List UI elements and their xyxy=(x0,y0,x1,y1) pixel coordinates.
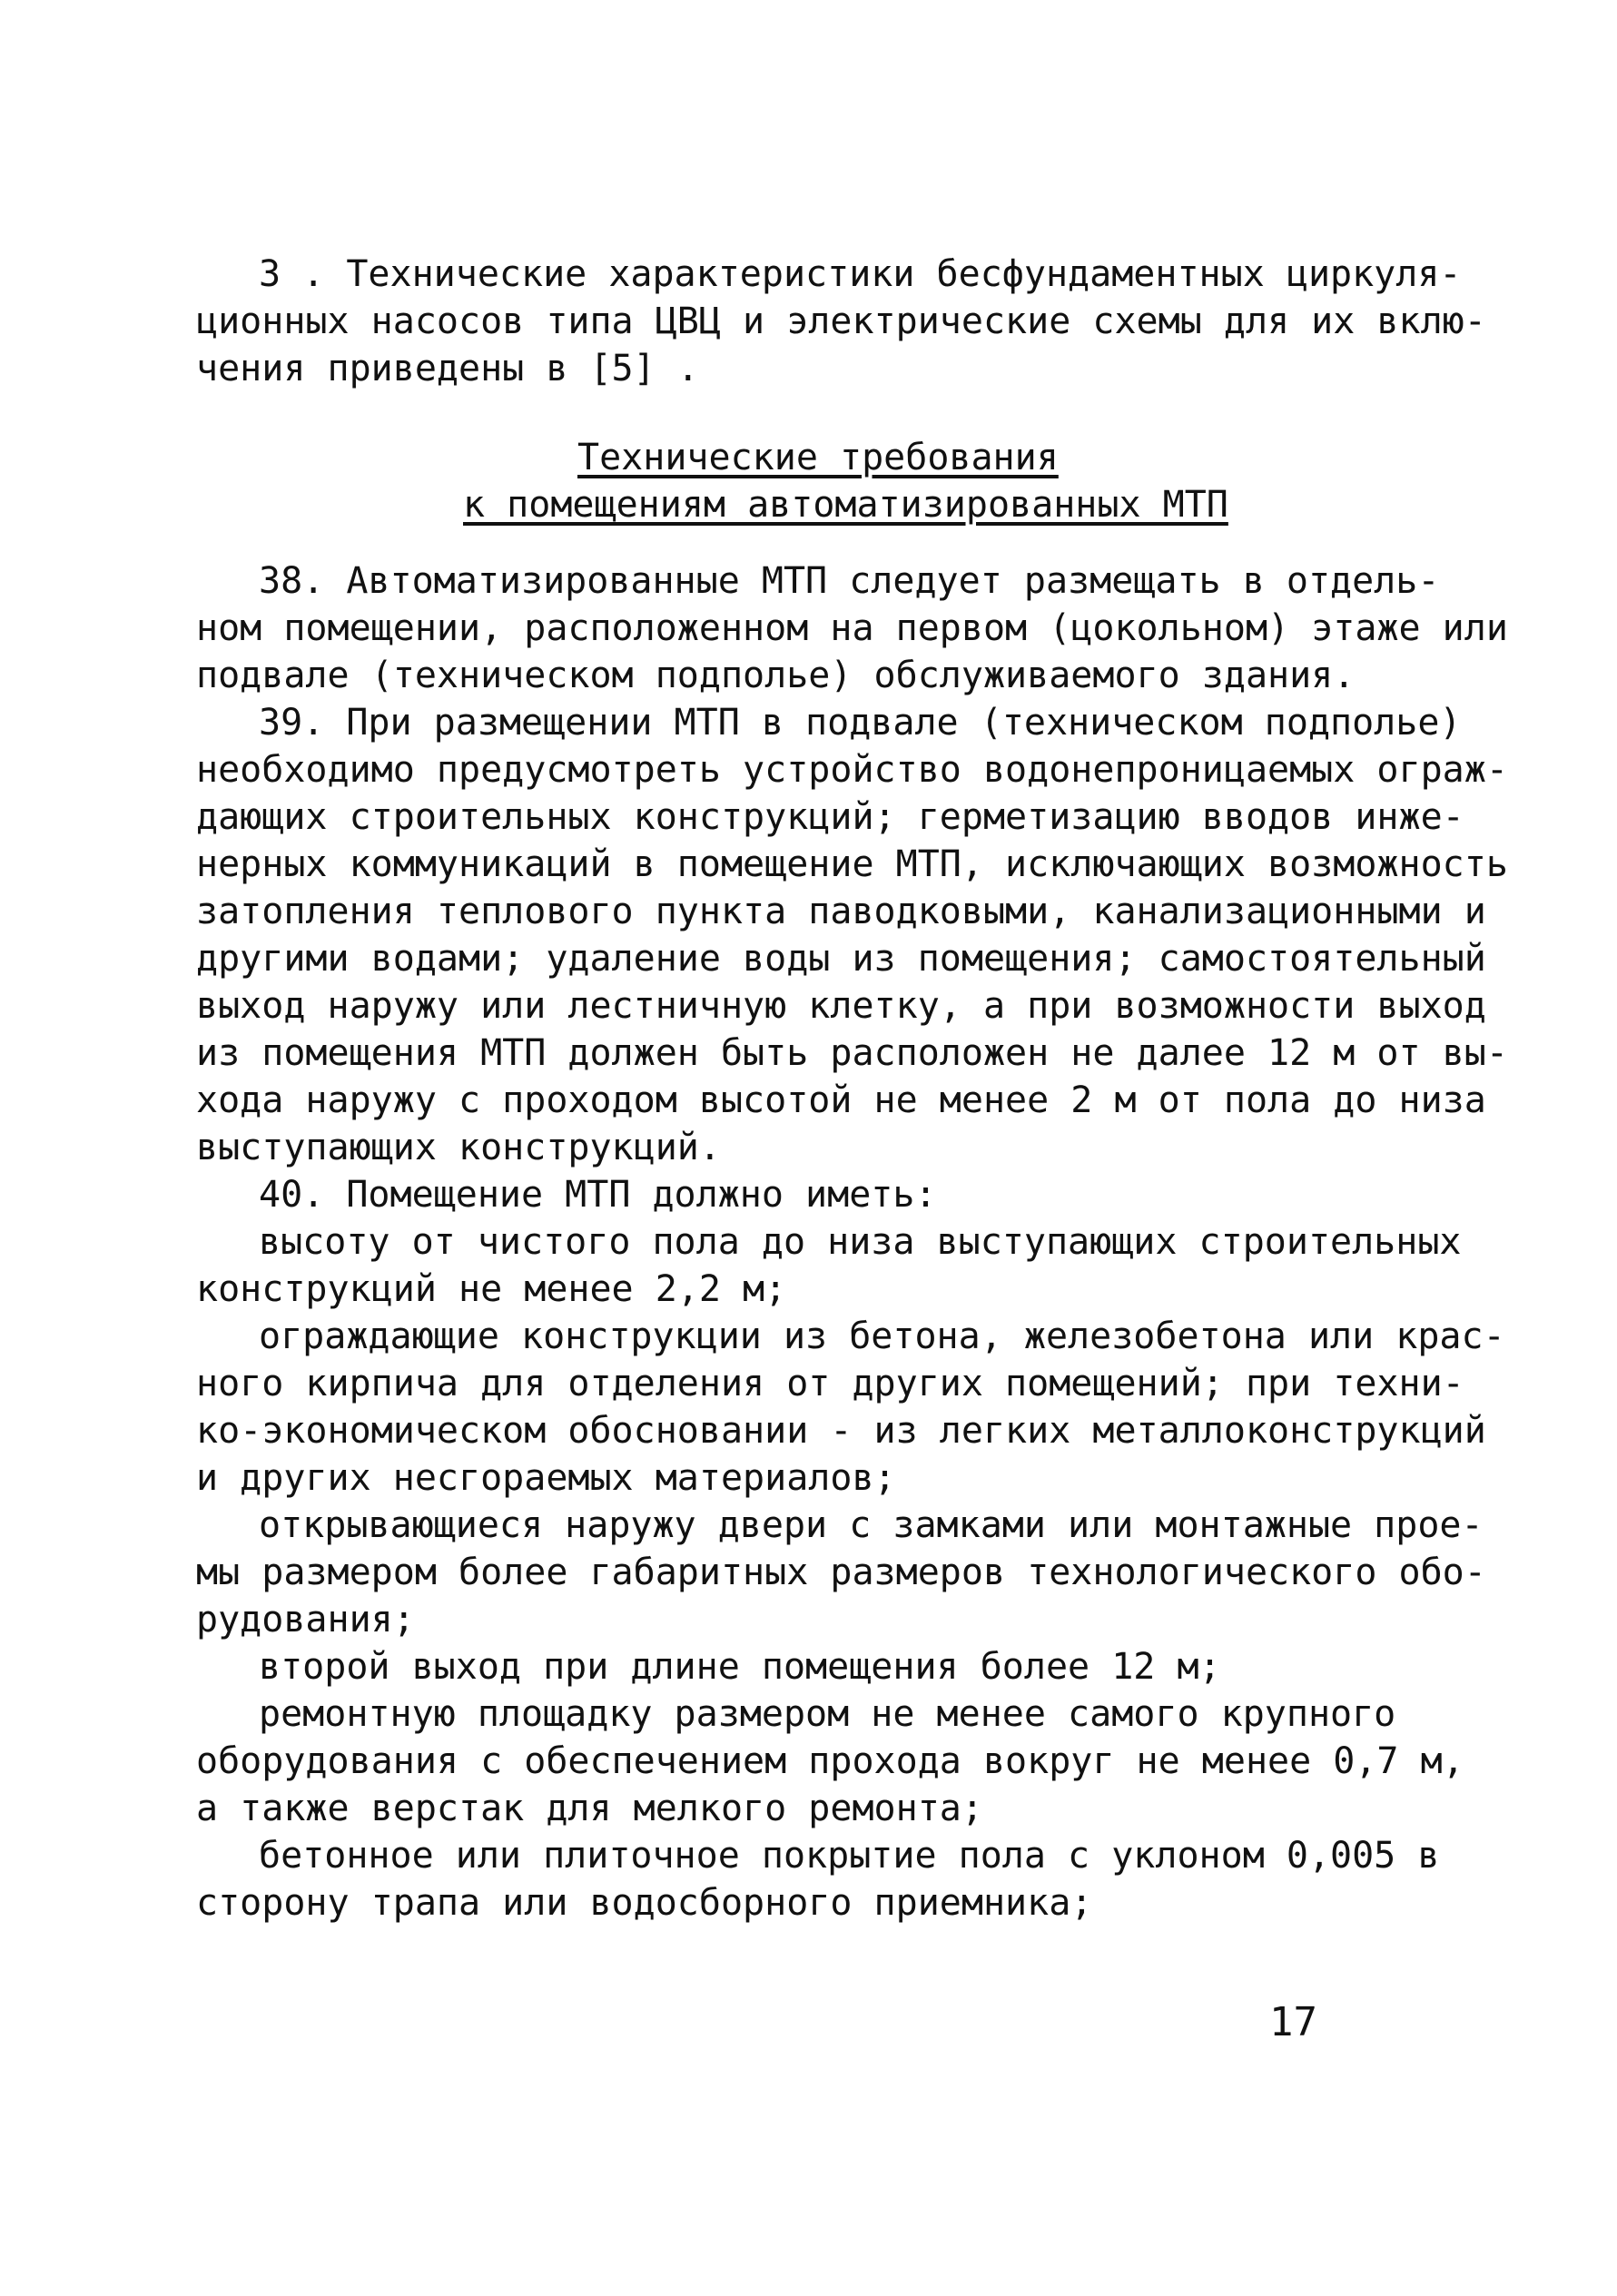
item-38-line-3: подвале (техническом подполье) обслуживаемого здания. xyxy=(196,655,1356,696)
item-39-line-4: нерных коммуникаций в помещение МТП, исключающих возможность xyxy=(196,843,1508,885)
item-39-line-3: дающих строительных конструкций; герметизацию вводов инже- xyxy=(196,796,1464,838)
item-40-point-6-line-2: сторону трапа или водосборного приемника; xyxy=(196,1882,1093,1924)
item-39-line-7: выход наружу или лестничную клетку, а при возможности выход xyxy=(196,985,1486,1027)
item-40-point-3-line-1: открывающиеся наружу двери с замками или монтажные прое- xyxy=(259,1504,1484,1546)
item-38-line-2: ном помещении, расположенном на первом (цокольном) этаже или xyxy=(196,607,1508,649)
item-39-line-1: 39. При размещении МТП в подвале (техническом подполье) xyxy=(259,702,1462,744)
item-40-point-1-line-1: высоту от чистого пола до низа выступающих строительных xyxy=(259,1221,1462,1263)
item-40-title: 40. Помещение МТП должно иметь: xyxy=(259,1174,937,1216)
item-40-point-2-line-3: ко-экономическом обосновании - из легких металлоконструкций xyxy=(196,1410,1486,1452)
item-39-line-10: выступающих конструкций. xyxy=(196,1127,721,1168)
item-40-point-2-line-4: и других несгораемых материалов; xyxy=(196,1457,896,1499)
section-heading-line-2: к помещениям автоматизированных МТП xyxy=(463,484,1228,526)
item-40-point-4-line-1: второй выход при длине помещения более 12 м; xyxy=(259,1646,1221,1688)
item-39-line-5: затопления теплового пункта паводковыми, канализационными и xyxy=(196,891,1486,932)
item-40-point-6-line-1: бетонное или плиточное покрытие пола с уклоном 0,005 в xyxy=(259,1835,1440,1877)
item-39-line-8: из помещения МТП должен быть расположен не далее 12 м от вы- xyxy=(196,1032,1508,1074)
item-39-line-2: необходимо предусмотреть устройство водонепроницаемых ограж- xyxy=(196,749,1508,791)
item-39-line-9: хода наружу с проходом высотой не менее 2 м от пола до низа xyxy=(196,1079,1486,1121)
item-40-point-1-line-2: конструкций не менее 2,2 м; xyxy=(196,1268,787,1310)
item-40-point-5-line-1: ремонтную площадку размером не менее самого крупного xyxy=(259,1693,1396,1735)
item-40-point-3-line-2: мы размером более габаритных размеров технологического обо- xyxy=(196,1552,1486,1593)
intro-line-2: ционных насосов типа ЦВЦ и электрические схемы для их вклю- xyxy=(196,301,1486,342)
section-heading-line-1: Технические требования xyxy=(577,437,1059,478)
item-38-line-1: 38. Автоматизированные МТП следует размещать в отдель- xyxy=(259,560,1440,602)
item-40-point-5-line-2: оборудования с обеспечением прохода вокруг не менее 0,7 м, xyxy=(196,1740,1464,1782)
item-40-point-2-line-1: ограждающие конструкции из бетона, железобетона или крас- xyxy=(259,1316,1505,1357)
item-40-point-3-line-3: рудования; xyxy=(196,1599,415,1641)
intro-line-1: 3 . Технические характеристики бесфундаментных циркуля- xyxy=(259,253,1462,295)
item-39-line-6: другими водами; удаление воды из помещения; самостоятельный xyxy=(196,938,1486,980)
intro-line-3: чения приведены в [5] . xyxy=(196,348,699,389)
page-number: 17 xyxy=(1269,1999,1317,2045)
item-40-point-5-line-3: а также верстак для мелкого ремонта; xyxy=(196,1788,983,1829)
item-40-point-2-line-2: ного кирпича для отделения от других помещений; при техни- xyxy=(196,1363,1464,1404)
